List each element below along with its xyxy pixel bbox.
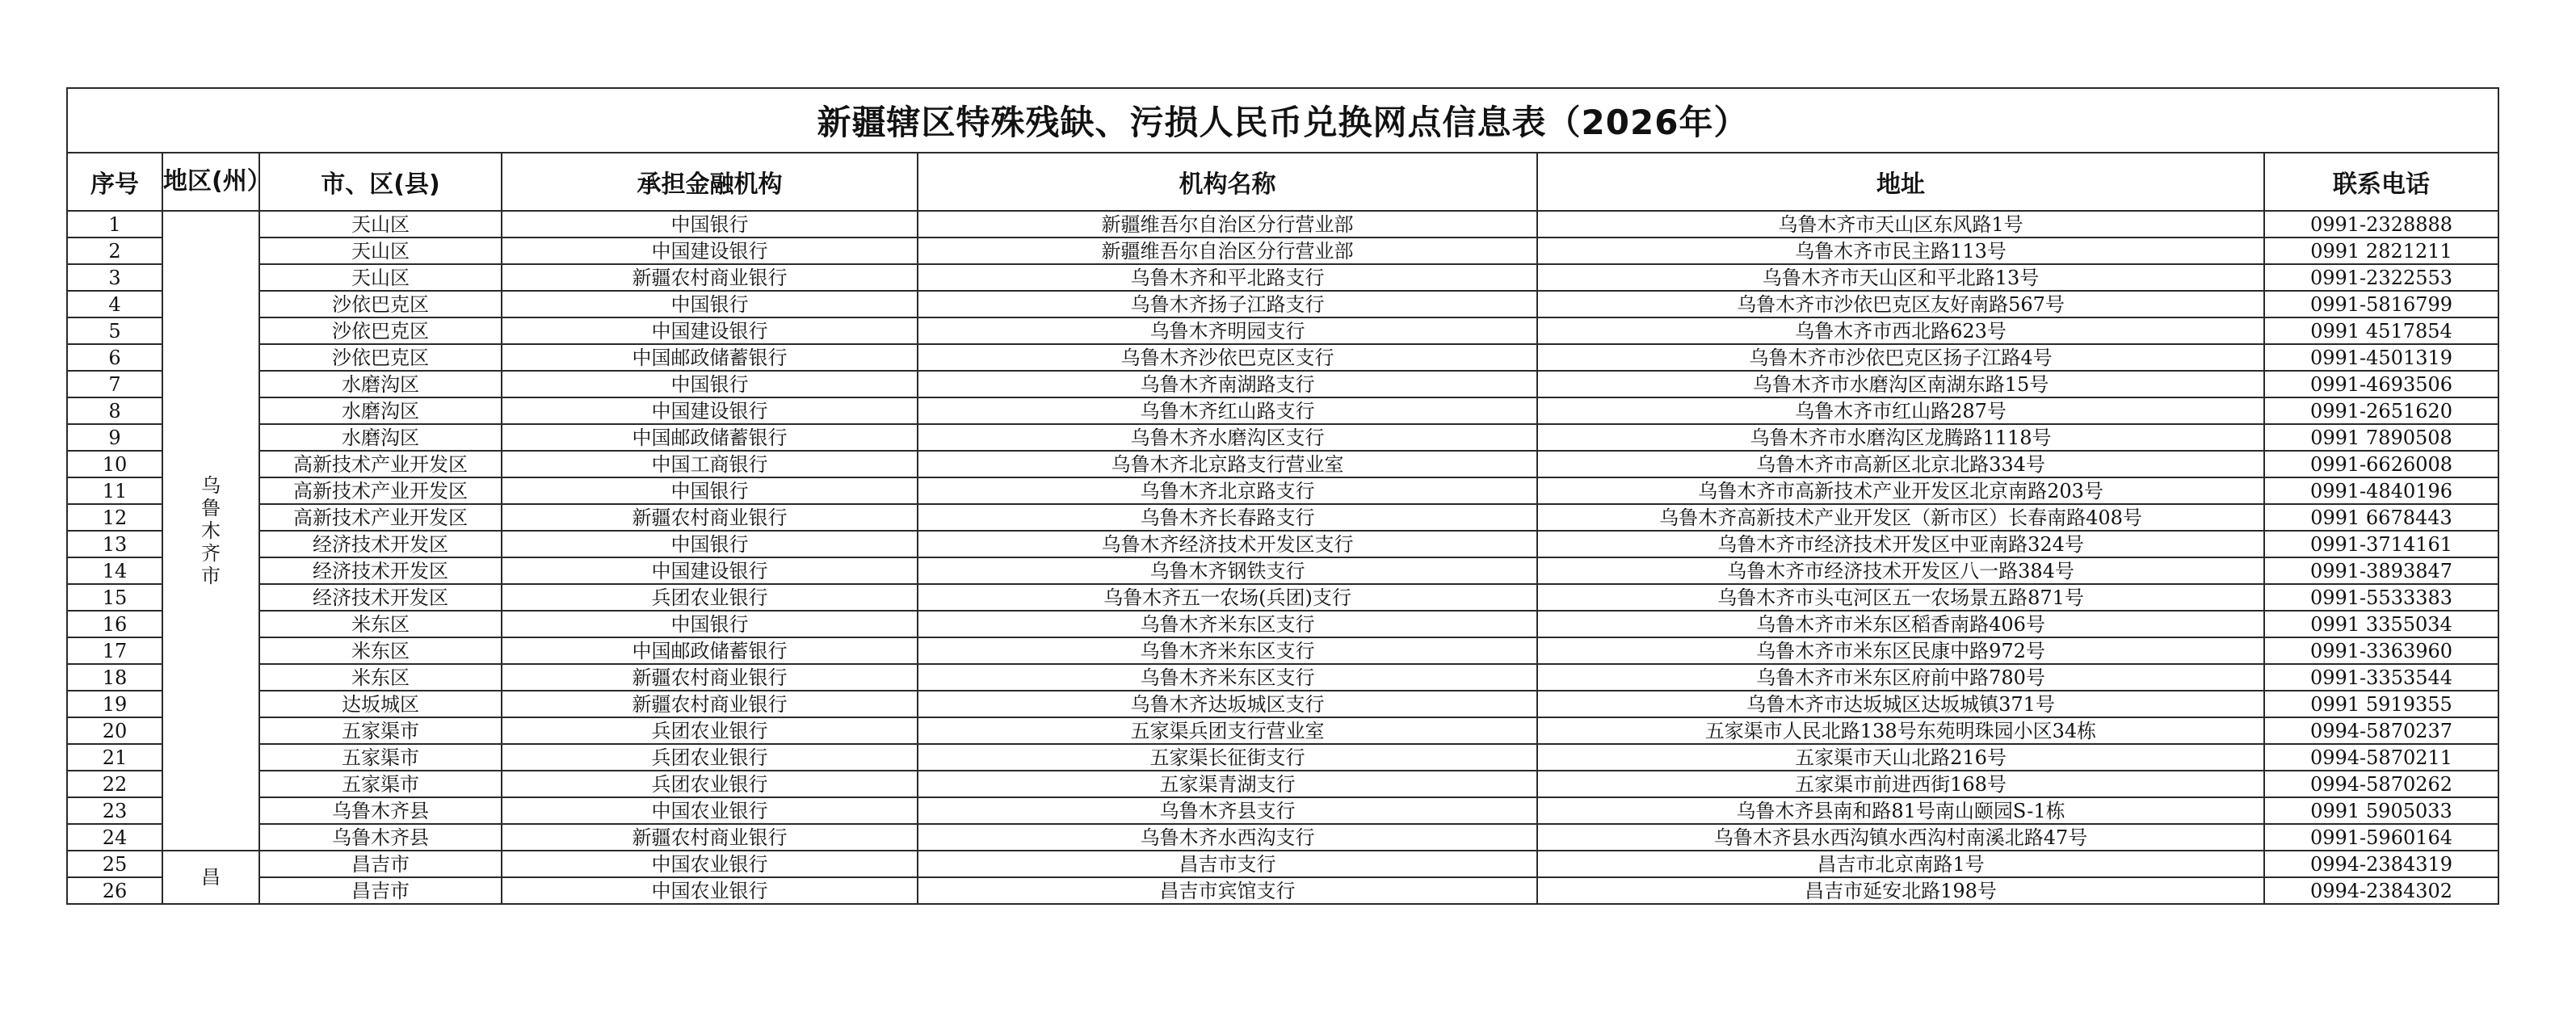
- cell-institution: 中国工商银行: [502, 451, 918, 477]
- table-row: [67, 451, 2498, 477]
- header-institution: 承担金融机构: [502, 153, 918, 211]
- cell-phone: 0991 5919355: [2264, 691, 2498, 717]
- cell-seq: 8: [67, 397, 162, 424]
- cell-address: 乌鲁木齐高新技术产业开发区（新市区）长春南路408号: [1537, 504, 2264, 531]
- table-body: [67, 211, 2498, 904]
- table-row: [67, 611, 2498, 637]
- cell-district: 沙依巴克区: [259, 291, 502, 317]
- header-row: [67, 153, 2498, 211]
- cell-phone: 0994-2384319: [2264, 851, 2498, 877]
- cell-seq: 15: [67, 584, 162, 611]
- cell-seq: 3: [67, 264, 162, 291]
- cell-phone: 0991-6626008: [2264, 451, 2498, 477]
- cell-branch: 五家渠青湖支行: [918, 771, 1537, 797]
- cell-branch: 乌鲁木齐达坂城区支行: [918, 691, 1537, 717]
- table-row: [67, 637, 2498, 664]
- cell-branch: 乌鲁木齐长春路支行: [918, 504, 1537, 531]
- cell-seq: 17: [67, 637, 162, 664]
- table-row: [67, 744, 2498, 771]
- cell-phone: 0991-3363960: [2264, 637, 2498, 664]
- cell-district: 达坂城区: [259, 691, 502, 717]
- table-row: [67, 237, 2498, 264]
- cell-address: 乌鲁木齐市高新区北京北路334号: [1537, 451, 2264, 477]
- cell-address: 乌鲁木齐市米东区稻香南路406号: [1537, 611, 2264, 637]
- cell-address: 乌鲁木齐市高新技术产业开发区北京南路203号: [1537, 477, 2264, 504]
- cell-institution: 中国农业银行: [502, 877, 918, 904]
- table-row: [67, 664, 2498, 691]
- header-address: 地址: [1537, 153, 2264, 211]
- table-row: [67, 877, 2498, 904]
- cell-phone: 0991-4693506: [2264, 371, 2498, 397]
- cell-institution: 中国银行: [502, 611, 918, 637]
- cell-branch: 乌鲁木齐米东区支行: [918, 611, 1537, 637]
- cell-phone: 0994-5870262: [2264, 771, 2498, 797]
- cell-phone: 0994-5870237: [2264, 717, 2498, 744]
- cell-institution: 中国建设银行: [502, 557, 918, 584]
- cell-address: 乌鲁木齐市沙依巴克区友好南路567号: [1537, 291, 2264, 317]
- table-row: [67, 317, 2498, 344]
- cell-institution: 新疆农村商业银行: [502, 504, 918, 531]
- cell-district: 水磨沟区: [259, 424, 502, 451]
- cell-seq: 5: [67, 317, 162, 344]
- cell-seq: 24: [67, 824, 162, 851]
- cell-district: 天山区: [259, 211, 502, 237]
- table-row: [67, 851, 2498, 877]
- cell-phone: 0991-3714161: [2264, 531, 2498, 557]
- cell-phone: 0991-5816799: [2264, 291, 2498, 317]
- cell-seq: 22: [67, 771, 162, 797]
- cell-institution: 中国建设银行: [502, 397, 918, 424]
- table-row: [67, 477, 2498, 504]
- cell-institution: 兵团农业银行: [502, 771, 918, 797]
- cell-branch: 乌鲁木齐经济技术开发区支行: [918, 531, 1537, 557]
- table-row: [67, 691, 2498, 717]
- cell-branch: 乌鲁木齐北京路支行营业室: [918, 451, 1537, 477]
- table-row: [67, 211, 2498, 237]
- cell-seq: 13: [67, 531, 162, 557]
- cell-district: 米东区: [259, 637, 502, 664]
- cell-branch: 五家渠长征街支行: [918, 744, 1537, 771]
- cell-seq: 23: [67, 797, 162, 824]
- cell-institution: 中国邮政储蓄银行: [502, 424, 918, 451]
- cell-institution: 新疆农村商业银行: [502, 824, 918, 851]
- table-row: [67, 717, 2498, 744]
- cell-address: 乌鲁木齐县南和路81号南山颐园S-1栋: [1537, 797, 2264, 824]
- cell-branch: 乌鲁木齐扬子江路支行: [918, 291, 1537, 317]
- cell-phone: 0991-4840196: [2264, 477, 2498, 504]
- cell-branch: 乌鲁木齐米东区支行: [918, 637, 1537, 664]
- cell-branch: 乌鲁木齐南湖路支行: [918, 371, 1537, 397]
- cell-seq: 21: [67, 744, 162, 771]
- table-row: [67, 824, 2498, 851]
- cell-institution: 中国银行: [502, 531, 918, 557]
- cell-institution: 中国农业银行: [502, 797, 918, 824]
- cell-district: 高新技术产业开发区: [259, 451, 502, 477]
- cell-district: 五家渠市: [259, 771, 502, 797]
- cell-district: 沙依巴克区: [259, 317, 502, 344]
- cell-phone: 0994-5870211: [2264, 744, 2498, 771]
- cell-district: 天山区: [259, 237, 502, 264]
- cell-seq: 11: [67, 477, 162, 504]
- cell-branch: 乌鲁木齐沙依巴克区支行: [918, 344, 1537, 371]
- cell-region: [162, 851, 259, 904]
- cell-phone: 0991-4501319: [2264, 344, 2498, 371]
- cell-district: 五家渠市: [259, 744, 502, 771]
- table-row: [67, 584, 2498, 611]
- cell-address: 乌鲁木齐市达坂城区达坂城镇371号: [1537, 691, 2264, 717]
- table-row: [67, 504, 2498, 531]
- table-row: [67, 344, 2498, 371]
- cell-phone: 0991-3353544: [2264, 664, 2498, 691]
- cell-institution: 新疆农村商业银行: [502, 264, 918, 291]
- cell-branch: 乌鲁木齐五一农场(兵团)支行: [918, 584, 1537, 611]
- cell-seq: 4: [67, 291, 162, 317]
- cell-institution: 新疆农村商业银行: [502, 664, 918, 691]
- cell-district: 五家渠市: [259, 717, 502, 744]
- cell-address: 乌鲁木齐市红山路287号: [1537, 397, 2264, 424]
- cell-phone: 0991-5960164: [2264, 824, 2498, 851]
- cell-institution: 中国银行: [502, 291, 918, 317]
- cell-address: 乌鲁木齐市民主路113号: [1537, 237, 2264, 264]
- cell-district: 米东区: [259, 611, 502, 637]
- cell-address: 乌鲁木齐市天山区东风路1号: [1537, 211, 2264, 237]
- cell-district: 高新技术产业开发区: [259, 477, 502, 504]
- header-branch: 机构名称: [918, 153, 1537, 211]
- cell-seq: 6: [67, 344, 162, 371]
- cell-institution: 中国建设银行: [502, 237, 918, 264]
- cell-institution: 中国银行: [502, 477, 918, 504]
- table-row: [67, 424, 2498, 451]
- cell-branch: 乌鲁木齐明园支行: [918, 317, 1537, 344]
- cell-district: 经济技术开发区: [259, 557, 502, 584]
- cell-address: 五家渠市前进西街168号: [1537, 771, 2264, 797]
- table-row: [67, 397, 2498, 424]
- cell-branch: 乌鲁木齐水西沟支行: [918, 824, 1537, 851]
- cell-branch: 乌鲁木齐钢铁支行: [918, 557, 1537, 584]
- region-name: 乌鲁木齐市: [201, 474, 221, 587]
- cell-district: 米东区: [259, 664, 502, 691]
- cell-phone: 0991-2322553: [2264, 264, 2498, 291]
- cell-region: [162, 211, 259, 851]
- table-row: [67, 371, 2498, 397]
- cell-phone: 0991 7890508: [2264, 424, 2498, 451]
- cell-seq: 18: [67, 664, 162, 691]
- cell-address: 乌鲁木齐市经济技术开发区中亚南路324号: [1537, 531, 2264, 557]
- cell-seq: 1: [67, 211, 162, 237]
- cell-address: 乌鲁木齐市经济技术开发区八一路384号: [1537, 557, 2264, 584]
- cell-seq: 2: [67, 237, 162, 264]
- cell-phone: 0991 5905033: [2264, 797, 2498, 824]
- cell-district: 经济技术开发区: [259, 531, 502, 557]
- cell-branch: 乌鲁木齐北京路支行: [918, 477, 1537, 504]
- cell-institution: 兵团农业银行: [502, 584, 918, 611]
- cell-district: 乌鲁木齐县: [259, 797, 502, 824]
- cell-phone: 0991 4517854: [2264, 317, 2498, 344]
- cell-institution: 中国银行: [502, 211, 918, 237]
- cell-address: 昌吉市延安北路198号: [1537, 877, 2264, 904]
- cell-institution: 兵团农业银行: [502, 717, 918, 744]
- cell-seq: 16: [67, 611, 162, 637]
- cell-address: 乌鲁木齐市水磨沟区龙腾路1118号: [1537, 424, 2264, 451]
- cell-address: 乌鲁木齐市沙依巴克区扬子江路4号: [1537, 344, 2264, 371]
- cell-address: 乌鲁木齐市米东区府前中路780号: [1537, 664, 2264, 691]
- cell-phone: 0991-3893847: [2264, 557, 2498, 584]
- cell-phone: 0991 6678443: [2264, 504, 2498, 531]
- cell-institution: 新疆农村商业银行: [502, 691, 918, 717]
- cell-district: 沙依巴克区: [259, 344, 502, 371]
- table-row: [67, 557, 2498, 584]
- table-row: [67, 771, 2498, 797]
- cell-district: 乌鲁木齐县: [259, 824, 502, 851]
- cell-branch: 乌鲁木齐红山路支行: [918, 397, 1537, 424]
- cell-district: 昌吉市: [259, 851, 502, 877]
- cell-phone: 0991-5533383: [2264, 584, 2498, 611]
- cell-seq: 14: [67, 557, 162, 584]
- cell-address: 五家渠市人民北路138号东苑明珠园小区34栋: [1537, 717, 2264, 744]
- table-row: [67, 797, 2498, 824]
- cell-address: 五家渠市天山北路216号: [1537, 744, 2264, 771]
- cell-phone: 0991 3355034: [2264, 611, 2498, 637]
- cell-district: 昌吉市: [259, 877, 502, 904]
- header-seq: 序号: [67, 153, 162, 211]
- header-district: 市、区(县): [259, 153, 502, 211]
- cell-phone: 0994-2384302: [2264, 877, 2498, 904]
- table-title: 新疆辖区特殊残缺、污损人民币兑换网点信息表（2026年）: [67, 88, 2498, 153]
- cell-seq: 9: [67, 424, 162, 451]
- cell-seq: 25: [67, 851, 162, 877]
- cell-address: 乌鲁木齐市米东区民康中路972号: [1537, 637, 2264, 664]
- cell-address: 乌鲁木齐市西北路623号: [1537, 317, 2264, 344]
- cell-branch: 乌鲁木齐和平北路支行: [918, 264, 1537, 291]
- table-row: [67, 291, 2498, 317]
- cell-institution: 中国邮政储蓄银行: [502, 344, 918, 371]
- cell-institution: 中国邮政储蓄银行: [502, 637, 918, 664]
- cell-seq: 10: [67, 451, 162, 477]
- cell-district: 天山区: [259, 264, 502, 291]
- cell-branch: 乌鲁木齐米东区支行: [918, 664, 1537, 691]
- cell-seq: 26: [67, 877, 162, 904]
- cell-institution: 中国银行: [502, 371, 918, 397]
- cell-institution: 兵团农业银行: [502, 744, 918, 771]
- cell-seq: 20: [67, 717, 162, 744]
- cell-seq: 19: [67, 691, 162, 717]
- cell-seq: 7: [67, 371, 162, 397]
- cell-district: 经济技术开发区: [259, 584, 502, 611]
- region-name: 昌: [201, 866, 221, 889]
- cell-branch: 乌鲁木齐水磨沟区支行: [918, 424, 1537, 451]
- cell-district: 高新技术产业开发区: [259, 504, 502, 531]
- cell-institution: 中国农业银行: [502, 851, 918, 877]
- cell-seq: 12: [67, 504, 162, 531]
- cell-branch: 昌吉市支行: [918, 851, 1537, 877]
- exchange-outlet-table: [66, 87, 2499, 905]
- cell-branch: 乌鲁木齐县支行: [918, 797, 1537, 824]
- cell-district: 水磨沟区: [259, 397, 502, 424]
- cell-phone: 0991-2651620: [2264, 397, 2498, 424]
- cell-address: 乌鲁木齐市头屯河区五一农场景五路871号: [1537, 584, 2264, 611]
- cell-address: 乌鲁木齐市水磨沟区南湖东路15号: [1537, 371, 2264, 397]
- table-row: [67, 531, 2498, 557]
- cell-branch: 新疆维吾尔自治区分行营业部: [918, 211, 1537, 237]
- cell-phone: 0991-2328888: [2264, 211, 2498, 237]
- cell-address: 昌吉市北京南路1号: [1537, 851, 2264, 877]
- cell-district: 水磨沟区: [259, 371, 502, 397]
- cell-address: 乌鲁木齐市天山区和平北路13号: [1537, 264, 2264, 291]
- header-phone: 联系电话: [2264, 153, 2498, 211]
- cell-phone: 0991 2821211: [2264, 237, 2498, 264]
- cell-address: 乌鲁木齐县水西沟镇水西沟村南溪北路47号: [1537, 824, 2264, 851]
- table-row: [67, 264, 2498, 291]
- cell-branch: 昌吉市宾馆支行: [918, 877, 1537, 904]
- cell-institution: 中国建设银行: [502, 317, 918, 344]
- cell-branch: 新疆维吾尔自治区分行营业部: [918, 237, 1537, 264]
- header-region: 地区(州）: [162, 153, 259, 211]
- cell-branch: 五家渠兵团支行营业室: [918, 717, 1537, 744]
